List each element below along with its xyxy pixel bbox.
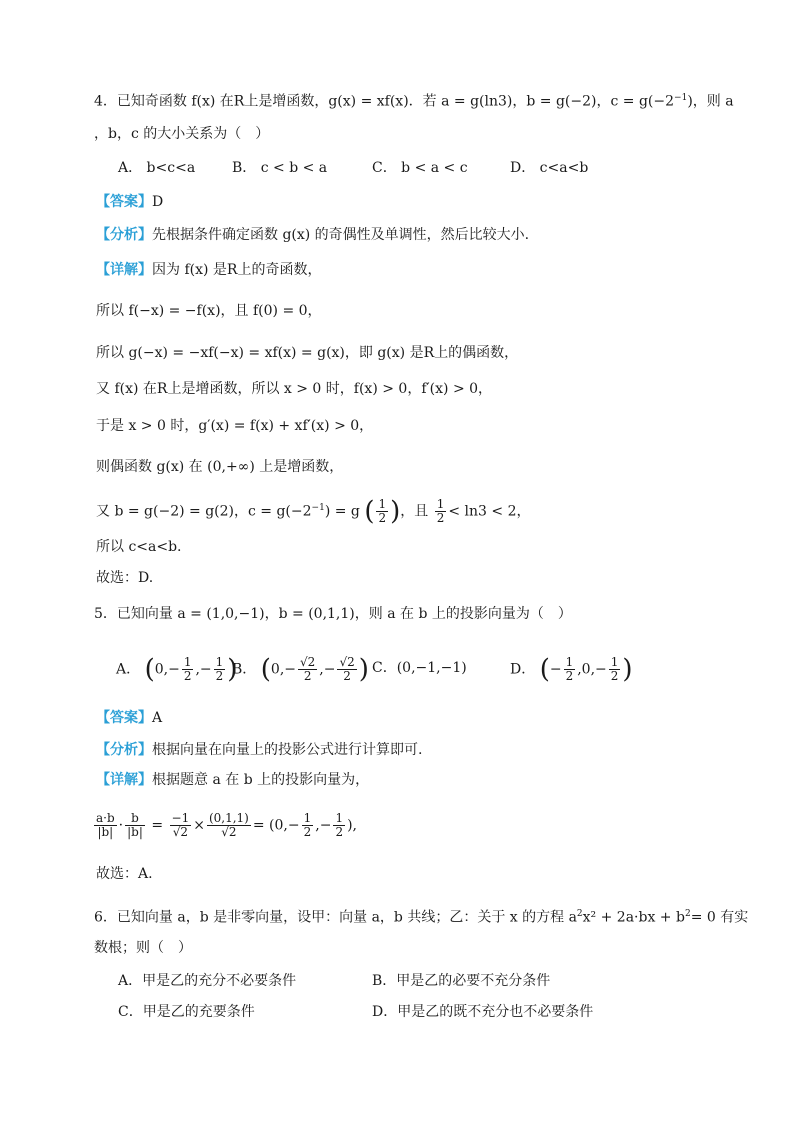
q4-option-b[interactable]: B． c < b < a [232, 160, 328, 176]
q4-detail-7d: ，且 [400, 503, 429, 520]
q4-detail-line4: 又 f(x) 在R上是增函数，所以 x > 0 时，f(x) > 0，f′(x) > 0， [96, 381, 493, 397]
fraction-one-half-2: $\frac{1}{2}$ [436, 497, 445, 526]
q5-option-d-label: D． [510, 661, 536, 678]
q4-stem-line1 [94, 88, 734, 112]
q5-option-a-label: A． [116, 661, 141, 678]
q4-exponent: −1 [674, 93, 688, 103]
detail-tag: 【详解】 [96, 262, 152, 278]
q4-detail-line5: 于是 x > 0 时，g′(x) = f(x) + xf′(x) > 0， [96, 418, 374, 434]
q5-answer: A [152, 710, 163, 726]
q4-conclusion: 故选：D. [96, 570, 154, 586]
q4-detail-7e: < ln3 < 2， [448, 503, 531, 520]
q5-option-b-label: B． [232, 661, 257, 678]
q4-answer: D [152, 194, 164, 210]
q5-option-b[interactable]: B． (0,− $\frac{√2}{2}$ ,− $\frac{√2}{2}$ ) [232, 654, 369, 685]
q6-stem-line2: 数根；则（ ） [94, 940, 192, 956]
q4-detail-line2: 所以 f(−x) = −f(x)，且 f(0) = 0， [96, 303, 322, 319]
q4-analysis-line [96, 225, 529, 245]
analysis-tag: 【分析】 [96, 227, 152, 243]
q4-stem-text: 4．已知奇函数 f(x) 在R上是增函数，g(x) = xf(x)．若 a = g(ln3)，b = g(−2)，c = g(−2 [94, 93, 675, 110]
q4-detail-7c: ) = g [324, 503, 360, 520]
q5-option-d[interactable]: D． (− $\frac{1}{2}$ ,0,− $\frac{1}{2}$ ) [510, 654, 633, 685]
q5-conclusion: 故选：A. [96, 866, 153, 882]
q5-analysis: 根据向量在向量上的投影公式进行计算即可. [152, 742, 423, 758]
q5-stem: 5．已知向量 a = (1,0,−1)，b = (0,1,1)，则 a 在 b 上的投影向量为（ ） [94, 606, 572, 622]
answer-tag: 【答案】 [96, 710, 152, 726]
fraction-one-half: $\frac{1}{2}$ [378, 497, 387, 526]
q4-answer-line [96, 192, 163, 212]
q4-detail-line3: 所以 g(−x) = −xf(−x) = xf(x) = g(x)，即 g(x) 是R上的偶函数， [96, 345, 519, 361]
q4-option-a[interactable]: A． b<c<a [118, 160, 196, 176]
q5-detail-1: 根据题意 a 在 b 上的投影向量为， [152, 772, 370, 788]
q6-stem-mid: x² + 2a·bx + b [582, 909, 685, 926]
q5-formula-tail: = (0,− [252, 817, 300, 834]
paren-close: ) [390, 496, 401, 527]
q4-detail-line6: 则偶函数 g(x) 在 (0,+∞) 上是增函数， [96, 459, 344, 475]
q4-detail-exp: −1 [311, 503, 325, 513]
analysis-tag: 【分析】 [96, 742, 152, 758]
q4-detail-7a: 又 b = g(−2) = g(2)，c = g(−2 [96, 503, 312, 520]
q4-option-d[interactable]: D． c<a<b [510, 160, 589, 176]
q5-answer-line [96, 708, 162, 728]
q4-detail-line1 [96, 260, 321, 280]
paren-open: ( [364, 496, 375, 527]
q6-stem-tail: = 0 有实 [690, 909, 749, 926]
q6-stem-text: 6．已知向量 a，b 是非零向量，设甲：向量 a，b 共线；乙：关于 x 的方程 a [94, 909, 577, 926]
q6-option-d[interactable]: D．甲是乙的既不充分也不必要条件 [372, 1004, 594, 1020]
q4-detail-line8: 所以 c<a<b. [96, 539, 182, 555]
q4-stem-line2: ，b，c 的大小关系为（ ） [94, 126, 270, 142]
q5-analysis-line [96, 740, 422, 760]
q5-option-a[interactable]: A． (0,− $\frac{1}{2}$ ,− $\frac{1}{2}$ ) [116, 654, 238, 685]
q4-detail-line7 [96, 498, 531, 525]
q4-option-c[interactable]: C． b < a < c [372, 160, 468, 176]
answer-tag: 【答案】 [96, 194, 152, 210]
q6-option-a[interactable]: A．甲是乙的充分不必要条件 [118, 973, 297, 989]
q5-detail-line1 [96, 770, 369, 790]
q4-detail-1: 因为 f(x) 是R上的奇函数， [152, 262, 322, 278]
q6-stem-line1: 6．已知向量 a，b 是非零向量，设甲：向量 a，b 共线；乙：关于 x 的方程 $a^2x^2 + 2a\cdot bx + b^2= 0$ 有实 [94, 909, 749, 926]
q4-analysis: 先根据条件确定函数 g(x) 的奇偶性及单调性，然后比较大小. [152, 227, 530, 243]
q6-option-b[interactable]: B．甲是乙的必要不充分条件 [372, 973, 551, 989]
q5-formula: $\frac{a\cdot b}{|b|}$ · $\frac{b}{|b|}$ = $\frac{-1}{√2}$ × $\frac{(0,1,1)}{√2}$ = (0,− $\frac{1}{2}$ ,− $\frac{1}{2}$ ), [96, 811, 357, 839]
q4-stem-tail: )，则 a [687, 93, 734, 110]
q6-option-c[interactable]: C．甲是乙的充要条件 [118, 1004, 255, 1020]
detail-tag: 【详解】 [96, 772, 152, 788]
q5-option-c[interactable]: C．(0,−1,−1) [372, 660, 467, 676]
